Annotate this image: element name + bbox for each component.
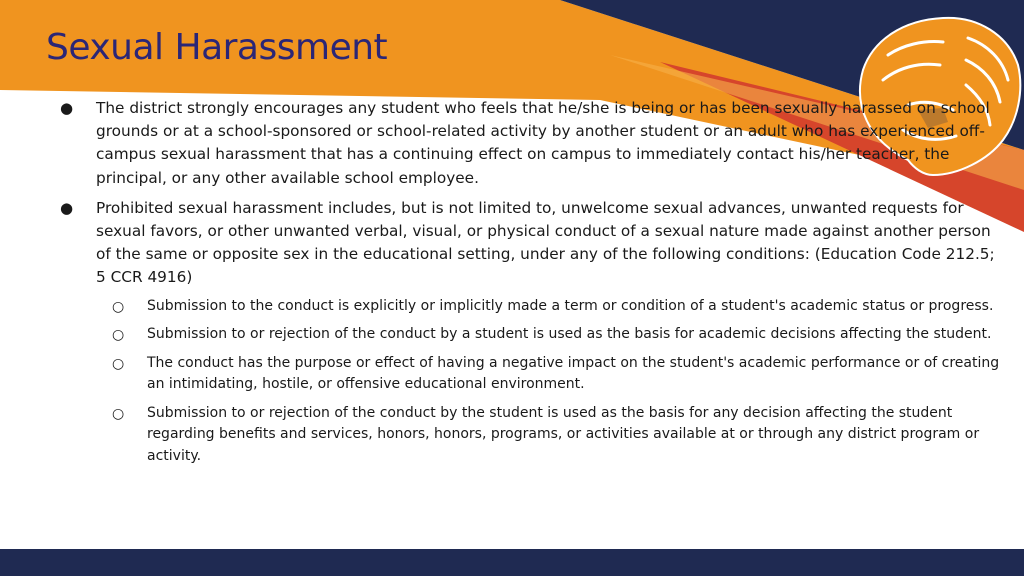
bullet-item <box>60 97 1000 190</box>
sub-bullet-list <box>96 296 1000 468</box>
hollow-circle-bullet-icon: ○ <box>112 405 125 422</box>
sub-bullet-item <box>60 403 1000 468</box>
sub-bullet-text: The conduct has the purpose or effect of having a negative impact on the student's academic performance or of creating an intimidating, hostile, or offensive educational environment. <box>147 354 1000 393</box>
sub-bullet-text: Submission to or rejection of the conduct by a student is used as the basis for academic decisions affecting the student. <box>147 326 992 343</box>
bullet-text: Prohibited sexual harassment includes, but is not limited to, unwelcome sexual advances, unwanted requests for sexual favors, or other unwanted verbal, visual, or physical conduct of a sexual nature made against another person of the same or opposite sex in the educational setting, under any of the following conditions: (Education Code 212.5; 5 CCR 4916) <box>96 198 995 287</box>
sub-bullet-text: Submission to the conduct is explicitly or implicitly made a term or condition of a student's academic status or progress. <box>147 297 994 314</box>
filled-circle-bullet-icon: ● <box>60 198 74 217</box>
sub-bullet-item <box>60 353 1000 396</box>
hollow-circle-bullet-icon: ○ <box>112 355 125 372</box>
hollow-circle-bullet-icon: ○ <box>112 327 125 344</box>
bullet-list <box>60 97 1000 467</box>
bullet-item <box>60 197 1000 467</box>
hollow-circle-bullet-icon: ○ <box>112 298 125 315</box>
bullet-text: The district strongly encourages any student who feels that he/she is being or has been sexually harassed on school grounds or at a school-sponsored or school-related activity by another student or an adult who has experienced off-campus sexual harassment that has a continuing effect on campus to immediately contact his/her teacher, the principal, or any other available school employee. <box>96 99 990 187</box>
filled-circle-bullet-icon: ● <box>60 99 74 117</box>
sub-bullet-text: Submission to or rejection of the conduct by the student is used as the basis for any decision affecting the student regarding benefits and services, honors, honors, programs, or activities available at or through any district program or activity. <box>147 404 980 464</box>
sub-bullet-item <box>60 324 1000 346</box>
slide-content <box>60 97 1000 474</box>
footer-bar <box>0 549 1024 576</box>
slide-title: Sexual Harassment <box>46 27 388 68</box>
sub-bullet-item <box>60 296 1000 318</box>
